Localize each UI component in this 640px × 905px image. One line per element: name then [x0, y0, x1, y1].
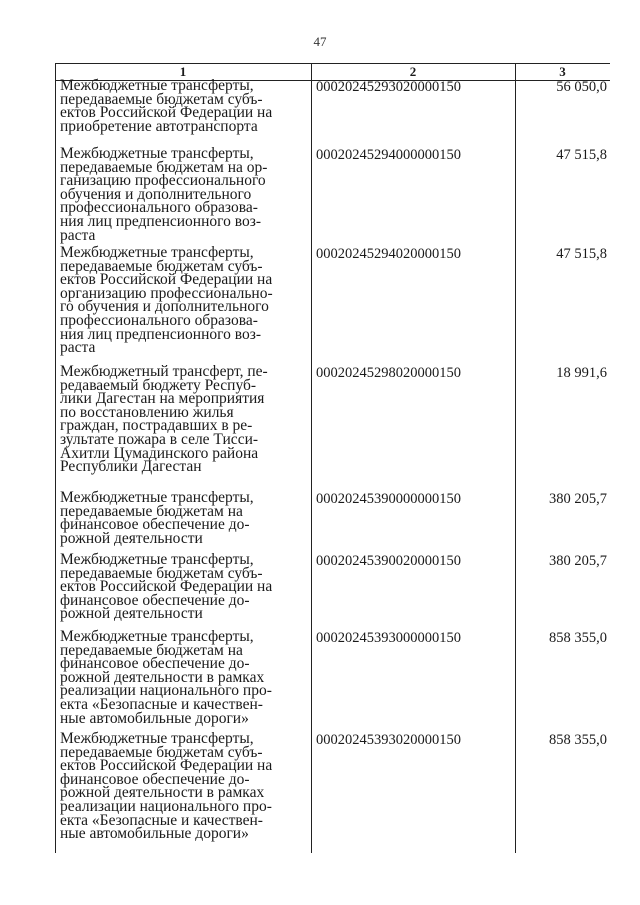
row-name-line: раста: [60, 226, 96, 244]
row-name-line: граждан, пострадавших в ре-: [60, 417, 253, 435]
column-header-3: 3: [559, 64, 566, 79]
row-name-line: го обучения и дополнительного: [60, 298, 269, 316]
row-name-line: по восстановлению жилья: [60, 403, 234, 421]
row-name-line: рожной деятельности в рамках: [60, 784, 265, 802]
row-name-line: ектов Российской Федерации на: [60, 271, 273, 289]
row-name-line: передаваемые бюджетам субъ-: [60, 257, 263, 275]
row-amount: 380 205,7: [549, 553, 607, 569]
row-amount: 18 991,6: [556, 365, 607, 381]
row-code: 00020245293020000150: [316, 79, 461, 95]
row-name-line: ния лиц предпенсионного воз-: [60, 325, 261, 343]
row-name-line: ектов Российской Федерации на: [60, 104, 273, 122]
row-name: [60, 491, 280, 545]
row-name-line: передаваемые бюджетам субъ-: [60, 90, 263, 108]
row-name-line: финансовое обеспечение до-: [60, 770, 250, 788]
row-name-line: ектов Российской Федерации на: [60, 757, 273, 775]
page-number: 47: [313, 34, 327, 49]
row-name-line: екта «Безопасные и качествен-: [60, 695, 263, 713]
row-name-line: профессионального образова-: [60, 199, 258, 217]
row-name: [60, 147, 280, 242]
row-name-line: передаваемые бюджетам на ор-: [60, 158, 268, 176]
row-name-line: рожной деятельности: [60, 605, 203, 623]
row-code: 00020245390000000150: [316, 491, 461, 507]
row-name: [60, 79, 280, 133]
row-name-line: Межбюджетные трансферты,: [60, 628, 254, 645]
budget-table: [55, 63, 610, 853]
row-name-line: обучения и дополнительного: [60, 185, 252, 203]
row-amount: 47 515,8: [556, 147, 607, 163]
row-name-line: Ахитли Цумадинского района: [60, 444, 259, 462]
row-name-line: рожной деятельности: [60, 529, 203, 547]
row-name-line: финансовое обеспечение до-: [60, 655, 250, 673]
row-code: 00020245390020000150: [316, 553, 461, 569]
row-name: [60, 246, 280, 355]
row-name-line: передаваемые бюджетам на: [60, 641, 243, 659]
row-name-line: ния лиц предпенсионного воз-: [60, 212, 261, 230]
row-name-line: ектов Российской Федерации на: [60, 578, 273, 596]
row-amount: 56 050,0: [556, 79, 607, 95]
row-code: 00020245298020000150: [316, 365, 461, 381]
row-name-line: Межбюджетные трансферты,: [60, 489, 254, 506]
row-name-line: профессионального образова-: [60, 311, 258, 329]
row-name-line: ные автомобильные дороги»: [60, 709, 249, 727]
row-code: 00020245393020000150: [316, 732, 461, 748]
row-name-line: екта «Безопасные и качествен-: [60, 811, 263, 829]
row-name-line: Межбюджетные трансферты,: [60, 551, 254, 568]
row-name-line: Межбюджетные трансферты,: [60, 77, 254, 94]
row-name-line: передаваемые бюджетам субъ-: [60, 743, 263, 761]
row-name-line: финансовое обеспечение до-: [60, 591, 250, 609]
row-name-line: лики Дагестан на мероприятия: [60, 390, 265, 408]
row-code: 00020245294020000150: [316, 246, 461, 262]
row-name-line: редаваемый бюджету Респуб-: [60, 376, 257, 394]
table-border-left: [55, 63, 56, 853]
row-name-line: ганизацию профессионального: [60, 172, 266, 190]
row-name-line: реализации национального про-: [60, 682, 272, 700]
row-name-line: раста: [60, 339, 96, 357]
row-name-line: передаваемые бюджетам на: [60, 502, 243, 520]
row-name-line: передаваемые бюджетам субъ-: [60, 564, 263, 582]
column-header-1: 1: [179, 64, 187, 79]
row-amount: 47 515,8: [556, 246, 607, 262]
row-code: 00020245393000000150: [316, 630, 461, 646]
row-name-line: Межбюджетные трансферты,: [60, 244, 254, 261]
row-name-line: приобретение автотранспорта: [60, 117, 258, 135]
row-name-line: финансовое обеспечение до-: [60, 516, 250, 534]
row-code: 00020245294000000150: [316, 147, 461, 163]
column-divider-1: [311, 63, 312, 853]
row-name-line: Республики Дагестан: [60, 458, 202, 476]
row-name-line: реализации национального про-: [60, 797, 272, 815]
row-name: [60, 630, 280, 725]
row-amount: 380 205,7: [549, 491, 607, 507]
row-name-line: ные автомобильные дороги»: [60, 825, 249, 843]
row-name-line: Межбюджетные трансферты,: [60, 145, 254, 162]
row-name: [60, 553, 280, 621]
row-name-line: организацию профессионально-: [60, 284, 273, 302]
row-amount: 858 355,0: [549, 630, 607, 646]
row-name: [60, 732, 280, 841]
row-name-line: рожной деятельности в рамках: [60, 668, 265, 686]
row-amount: 858 355,0: [549, 732, 607, 748]
row-name-line: Межбюджетные трансферты,: [60, 730, 254, 747]
row-name-line: зультате пожара в селе Тисси-: [60, 430, 259, 448]
column-header-2: 2: [409, 64, 417, 79]
row-name-line: Межбюджетный трансферт, пе-: [60, 363, 268, 380]
row-name: [60, 365, 280, 474]
